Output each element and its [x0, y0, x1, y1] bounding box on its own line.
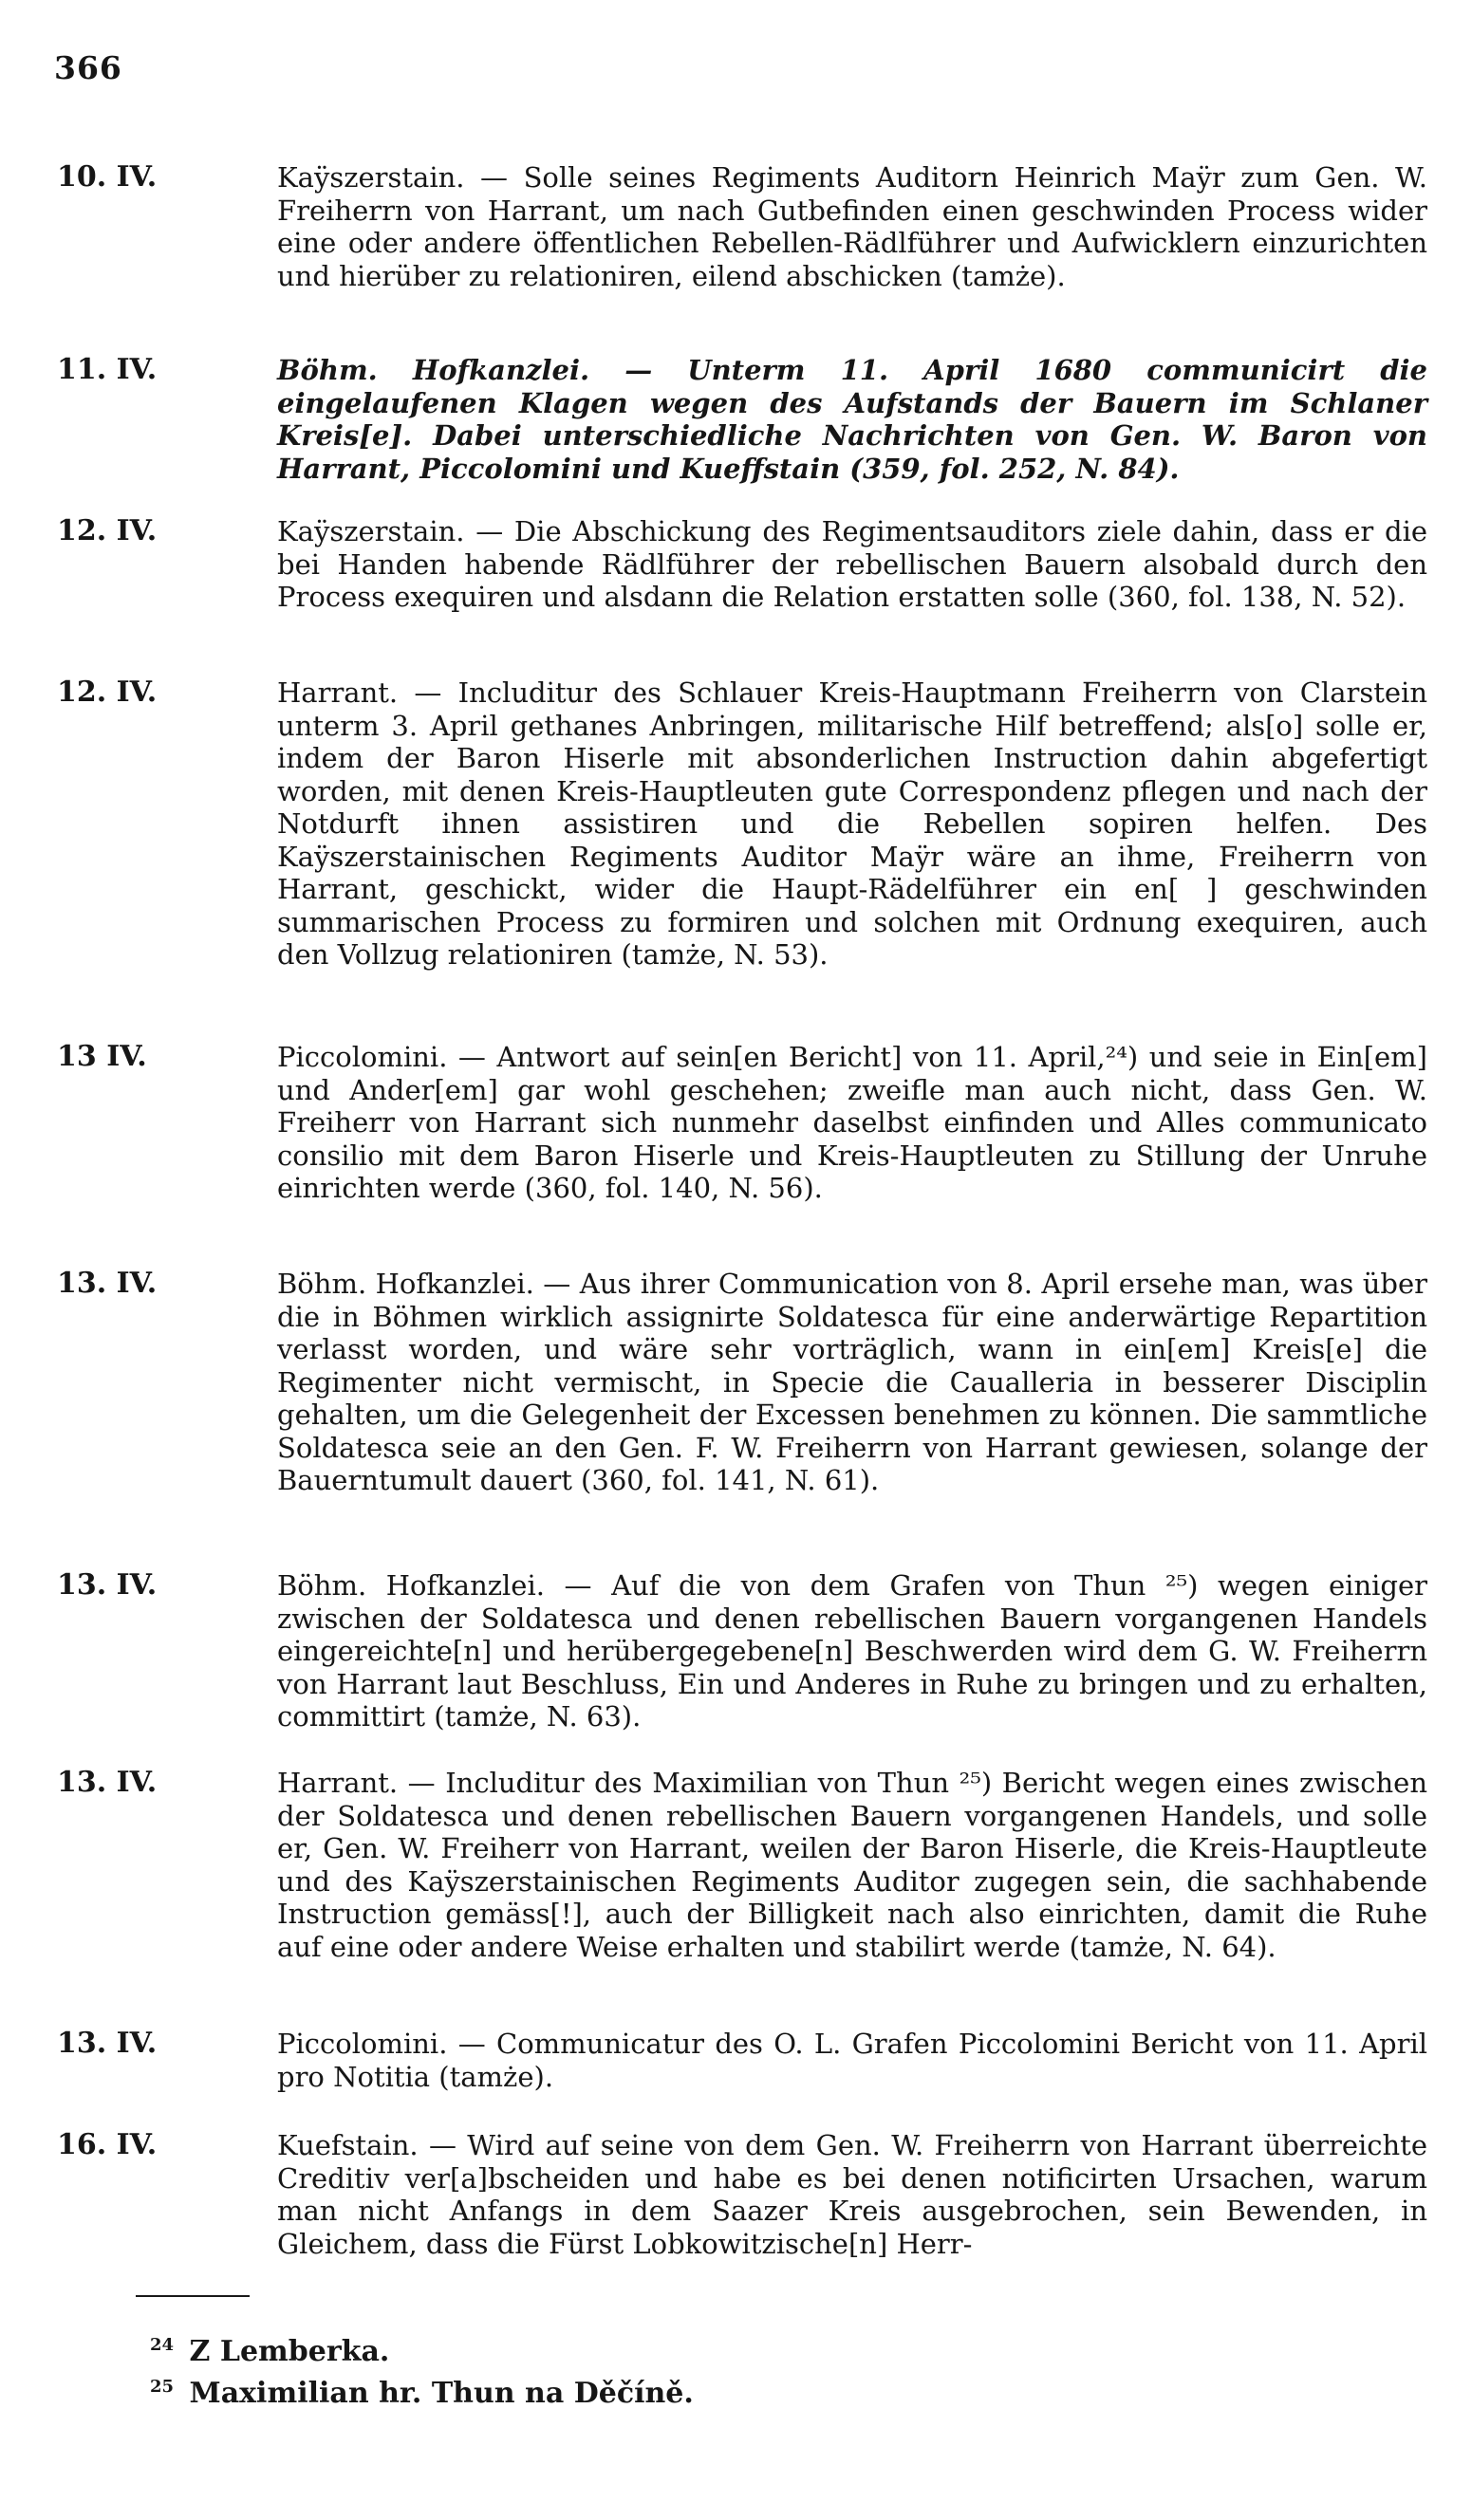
footnote	[150, 2369, 1384, 2411]
entry-date: 12. IV.	[57, 676, 158, 709]
entry-text: Kuefstain. — Wird auf seine von dem Gen. W. Freiherrn von Harrant überreichte Creditiv ver[a]bscheiden und habe es bei denen notificirten Ursachen, warum man nicht Anfangs in dem Saazer Kreis ausgebrochen, sein Bewenden, in Gleichem, dass die Fürst Lobkowitzische[n] Herr-	[277, 2129, 1427, 2260]
entry-date: 13. IV.	[57, 1568, 158, 1602]
footnote-divider	[136, 2295, 250, 2297]
entry-date: 10. IV.	[57, 160, 158, 194]
entry-date: 13. IV.	[57, 2027, 158, 2060]
entry-date: 13. IV.	[57, 1267, 158, 1300]
entry-text: Kaÿszerstain. — Die Abschickung des Regimentsauditors ziele dahin, dass er die bei Handen habende Rädlführer der rebellischen Bauern alsobald durch den Process exequiren und alsdann die Relation erstatten solle (360, fol. 138, N. 52).	[277, 515, 1427, 613]
entry-text: Böhm. Hofkanzlei. — Unterm 11. April 1680 communicirt die eingelaufenen Klagen wegen des Aufstands der Bauern im Schlaner Kreis[e]. Dabei unterschiedliche Nachrichten von Gen. W. Baron von Harrant, Piccolomini und Kueffstain (359, fol. 252, N. 84).	[277, 354, 1427, 485]
footnotes	[150, 2327, 1384, 2411]
footnote-text: Maximilian hr. Thun na Děčíně.	[189, 2377, 694, 2410]
entry-text: Harrant. — Includitur des Maximilian von Thun ²⁵) Bericht wegen eines zwischen der Soldatesca und denen rebellischen Bauern vorgangenen Handels, und solle er, Gen. W. Freiherr von Harrant, weilen der Baron Hiserle, die Kreis-Hauptleute und des Kaÿszerstainischen Regiments Auditor zugegen sein, die sachhabende Instruction gemäss[!], auch der Billigkeit nach also einrichten, damit die Ruhe auf eine oder andere Weise erhalten und stabilirt werde (tamże, N. 64).	[277, 1767, 1427, 1963]
entry-date: 11. IV.	[57, 353, 158, 386]
entry-text: Piccolomini. — Antwort auf sein[en Bericht] von 11. April,²⁴) und seie in Ein[em] und Ander[em] gar wohl geschehen; zweifle man auch nicht, dass Gen. W. Freiherr von Harrant sich nunmehr daselbst einfinden und Alles communicato consilio mit dem Baron Hiserle und Kreis-Hauptleuten zu Stillung der Unruhe einrichten werde (360, fol. 140, N. 56).	[277, 1041, 1427, 1204]
footnote-number: 25	[150, 2377, 175, 2397]
entry-date: 13. IV.	[57, 1766, 158, 1799]
entry-text: Kaÿszerstain. — Solle seines Regiments Auditorn Heinrich Maÿr zum Gen. W. Freiherrn von Harrant, um nach Gutbefinden einen geschwinden Process wider eine oder andere öffentlichen Rebellen-Rädlführer und Aufwicklern einzurichten und hierüber zu relationiren, eilend abschicken (tamże).	[277, 161, 1427, 292]
footnote-text: Z Lemberka.	[189, 2335, 390, 2368]
entry-date: 16. IV.	[57, 2128, 158, 2161]
entry-text: Piccolomini. — Communicatur des O. L. Grafen Piccolomini Bericht von 11. April pro Notitia (tamże).	[277, 2028, 1427, 2093]
entry-text: Harrant. — Includitur des Schlauer Kreis-Hauptmann Freiherrn von Clarstein unterm 3. April gethanes Anbringen, militarische Hilf betreffend; als[o] solle er, indem der Baron Hiserle mit absonderlichen Instruction dahin abgefertigt worden, mit denen Kreis-Hauptleuten gute Correspondenz pflegen und nach der Notdurft ihnen assistiren und die Rebellen sopiren helfen. Des Kaÿszerstainischen Regiments Auditor Maÿr wäre an ihme, Freiherrn von Harrant, geschickt, wider die Haupt-Rädelführer ein en[ ] geschwinden summarischen Process zu formiren und solchen mit Ordnung exequiren, auch den Vollzug relationiren (tamże, N. 53).	[277, 676, 1427, 971]
entry-text: Böhm. Hofkanzlei. — Auf die von dem Grafen von Thun ²⁵) wegen einiger zwischen der Soldatesca und denen rebellischen Bauern vorgangenen Handels eingereichte[n] und herübergegebene[n] Beschwerden wird dem G. W. Freiherrn von Harrant laut Beschluss, Ein und Anderes in Ruhe zu bringen und zu erhalten, committirt (tamże, N. 63).	[277, 1569, 1427, 1732]
entry-date: 13 IV.	[57, 1040, 147, 1073]
page-number: 366	[54, 49, 122, 86]
entry-date: 12. IV.	[57, 514, 158, 547]
footnote	[150, 2327, 1384, 2369]
entry-text: Böhm. Hofkanzlei. — Aus ihrer Communication von 8. April ersehe man, was über die in Böhmen wirklich assignirte Soldatesca für eine anderwärtige Repartition verlasst worden, und wäre sehr vorträglich, wann in ein[em] Kreis[e] die Regimenter nicht vermischt, in Specie die Caualleria in besserer Disciplin gehalten, um die Gelegenheit der Excessen benehmen zu können. Die sammtliche Soldatesca seie an den Gen. F. W. Freiherrn von Harrant gewiesen, solange der Bauerntumult dauert (360, fol. 141, N. 61).	[277, 1268, 1427, 1496]
footnote-number: 24	[150, 2335, 175, 2355]
